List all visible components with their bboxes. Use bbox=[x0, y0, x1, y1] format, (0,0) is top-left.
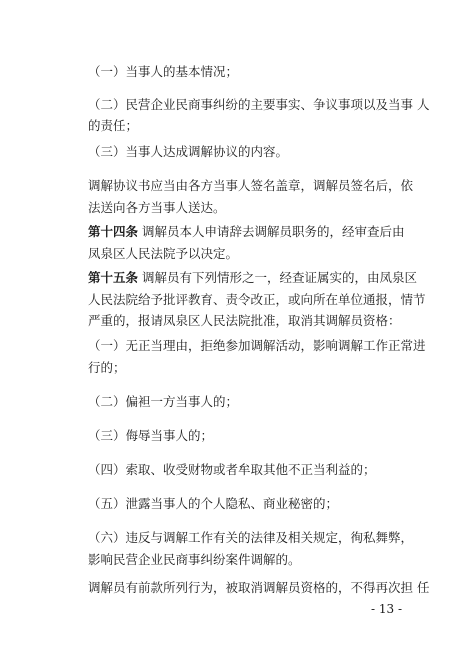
text-line: （二）偏袒一方当事人的； bbox=[88, 394, 239, 409]
text-line: 人民法院给予批评教育、责令改正，或向所在单位通报，情节 bbox=[88, 292, 426, 307]
article-heading: 第十五条 bbox=[88, 270, 139, 285]
text-line: （一）无正当理由，拒绝参加调解活动，影响调解工作正常进 bbox=[88, 338, 426, 353]
text-line: 凤泉区人民法院予以决定。 bbox=[88, 246, 239, 261]
text-line: 调解协议书应当由各方当事人签名盖章，调解员签名后，依 bbox=[88, 178, 414, 193]
text-line: （三）当事人达成调解协议的内容。 bbox=[88, 144, 289, 159]
text-line: 调解员有前款所列行为，被取消调解员资格的，不得再次担 任 bbox=[88, 580, 430, 595]
text-line: 影响民营企业民商事纠纷案件调解的。 bbox=[88, 552, 301, 567]
page-number: - 13 - bbox=[370, 602, 402, 616]
article-heading: 第十四条 bbox=[88, 224, 139, 239]
text-line: （六）违反与调解工作有关的法律及相关规定，徇私舞弊， bbox=[88, 530, 414, 545]
text-line: 严重的，报请凤泉区人民法院批准，取消其调解员资格： bbox=[88, 313, 401, 328]
text-line: （三）侮辱当事人的； bbox=[88, 428, 214, 443]
text-line: （二）民营企业民商事纠纷的主要事实、争议事项以及当事 人 bbox=[88, 97, 430, 112]
article-14-line bbox=[88, 224, 410, 240]
text-line: （五）泄露当事人的个人隐私、商业秘密的； bbox=[88, 496, 339, 511]
article-text: 调解员有下列情形之一，经查证属实的，由凤泉区 bbox=[142, 270, 418, 285]
text-line: 行的； bbox=[88, 360, 126, 375]
article-text: 调解员本人申请辞去调解员职务的，经审查后由 bbox=[142, 224, 405, 239]
text-line: （四）索取、收受财物或者牟取其他不正当利益的； bbox=[88, 462, 376, 477]
text-line: 法送向各方当事人送达。 bbox=[88, 200, 226, 215]
text-line: （一）当事人的基本情况； bbox=[88, 64, 239, 79]
text-line: 的责任； bbox=[88, 118, 139, 133]
article-15-line bbox=[88, 270, 418, 286]
